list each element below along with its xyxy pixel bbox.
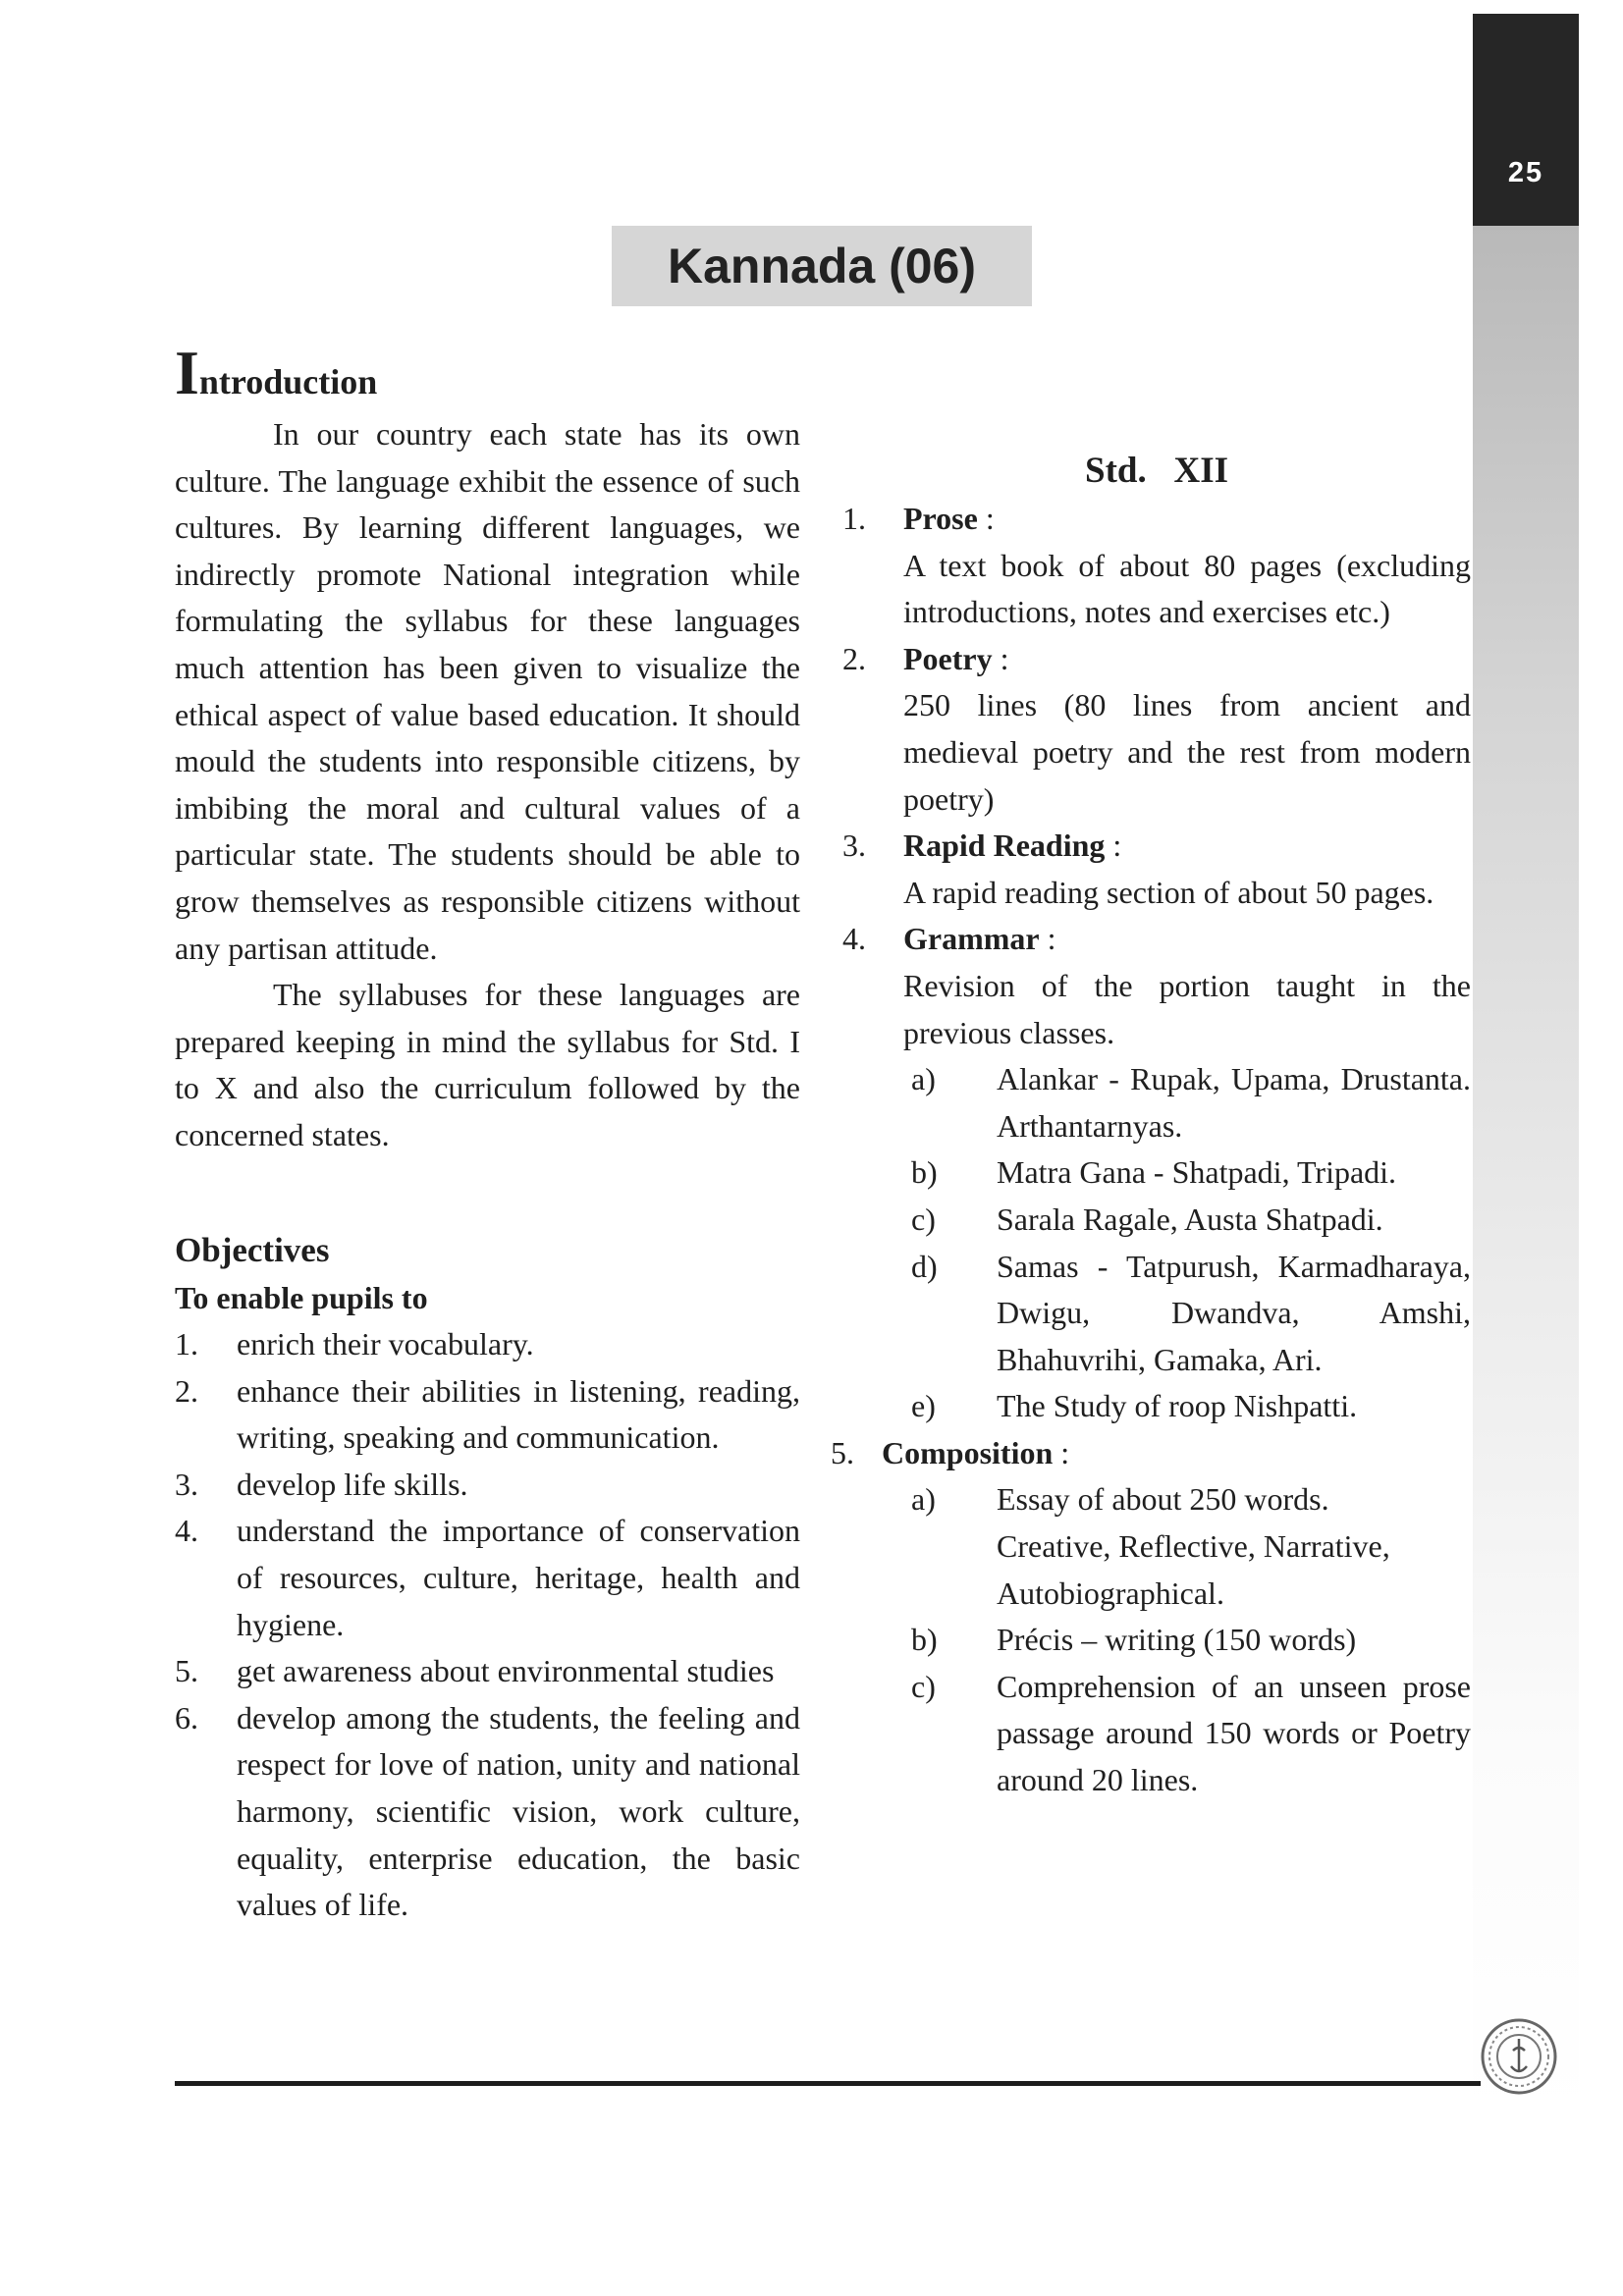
item-text-line2: Creative, Reflective, Narrative, Autobiographical.: [997, 1528, 1390, 1611]
list-item: [903, 1056, 1471, 1149]
title-box: [612, 226, 1032, 306]
section-desc: Revision of the portion taught in the previous classes.: [903, 967, 1471, 1050]
item-letter: a): [911, 1481, 936, 1518]
section-number: 3.: [842, 828, 866, 864]
section-colon: :: [992, 640, 1009, 676]
section-number: 2.: [842, 640, 866, 676]
emblem-icon: [1480, 2017, 1558, 2096]
section-title: Prose: [903, 501, 978, 536]
list-item: [175, 1508, 800, 1648]
section-title: Grammar: [903, 921, 1040, 957]
item-text: The Study of roop Nishpatti.: [997, 1388, 1358, 1424]
item-letter: e): [911, 1388, 936, 1424]
item-text: Comprehension of an unseen prose passage around 150 words or Poetry around 20 lines.: [997, 1668, 1471, 1798]
section-desc: A rapid reading section of about 50 pages.: [903, 874, 1434, 910]
section-composition: [831, 1430, 1471, 1477]
item-text: get awareness about environmental studies: [237, 1653, 775, 1689]
item-letter: b): [911, 1622, 938, 1658]
section-colon: :: [1105, 828, 1122, 864]
section-title: Rapid Reading: [903, 828, 1106, 864]
item-number: 6.: [175, 1699, 198, 1735]
section-number: 4.: [842, 921, 866, 957]
list-item: [903, 1383, 1471, 1430]
item-number: 4.: [175, 1513, 198, 1549]
page-title: Kannada (06): [668, 239, 976, 294]
std-heading: Std. XII: [1085, 451, 1228, 491]
section-colon: :: [1039, 921, 1056, 957]
item-letter: d): [911, 1248, 938, 1284]
item-letter: c): [911, 1201, 936, 1237]
section-colon: :: [1053, 1434, 1070, 1470]
section-grammar: [842, 916, 1471, 963]
page-tab: [1473, 14, 1579, 226]
section-prose: [842, 496, 1471, 543]
page-number: 25: [1507, 157, 1544, 188]
item-text: Précis – writing (150 words): [997, 1622, 1357, 1658]
item-number: 2.: [175, 1372, 198, 1409]
section-poetry: [842, 636, 1471, 683]
list-item: [175, 1648, 800, 1695]
intro-paragraph-1: In our country each state has its own culture. The language exhibit the essence of such cultures. By learning different languages, we indirectly promote National integration while formulating the syllabus for these languages much attention has been given to visualize the ethical aspect of value based education. It should mould the students into responsible citizens, by imbibing the moral and cultural values of a particular state. The students should be able to grow themselves as responsible citizens without any partisan attitude.: [175, 416, 800, 966]
section-colon: :: [977, 501, 995, 536]
item-letter: a): [911, 1061, 936, 1097]
item-text: Essay of about 250 words.: [997, 1481, 1329, 1518]
list-item: [903, 1664, 1471, 1804]
item-text: enhance their abilities in listening, reading, writing, speaking and communication.: [237, 1372, 800, 1456]
left-column: [175, 338, 800, 1929]
list-item: [175, 1368, 800, 1462]
item-text: enrich their vocabulary.: [237, 1326, 534, 1362]
item-number: 3.: [175, 1466, 198, 1502]
item-text: understand the importance of conservation of resources, culture, heritage, health and hygiene.: [237, 1513, 800, 1642]
list-item: [903, 1149, 1471, 1197]
objectives-list: [175, 1321, 800, 1929]
list-item: [903, 1617, 1471, 1664]
drop-cap: I: [175, 338, 199, 407]
item-text: Alankar - Rupak, Upama, Drustanta. Arthantarnyas.: [997, 1061, 1471, 1144]
intro-paragraph-2: The syllabuses for these languages are prepared keeping in mind the syllabus for Std. I to X and also the curriculum followed by the concerned states.: [175, 977, 800, 1152]
section-number: 5.: [831, 1434, 854, 1470]
list-item: [175, 1695, 800, 1929]
objectives-heading: Objectives: [175, 1230, 330, 1269]
list-item: [903, 1476, 1471, 1617]
item-text: develop life skills.: [237, 1466, 468, 1502]
item-number: 1.: [175, 1326, 198, 1362]
item-number: 5.: [175, 1653, 198, 1689]
section-desc: 250 lines (80 lines from ancient and medieval poetry and the rest from modern poetry): [903, 687, 1471, 817]
page-tab-gradient: [1473, 226, 1579, 2120]
item-text: Sarala Ragale, Austa Shatpadi.: [997, 1201, 1383, 1237]
list-item: [175, 1321, 800, 1368]
section-title: Poetry: [903, 640, 993, 676]
introduction-heading: [175, 338, 800, 411]
introduction-heading-rest: ntroduction: [198, 362, 378, 401]
section-rapid-reading: [842, 823, 1471, 870]
item-letter: b): [911, 1154, 938, 1191]
section-title: Composition: [882, 1434, 1054, 1470]
item-letter: c): [911, 1668, 936, 1704]
objectives-subheading: To enable pupils to: [175, 1279, 428, 1315]
right-column: [831, 447, 1471, 1804]
item-text: Matra Gana - Shatpadi, Tripadi.: [997, 1154, 1397, 1191]
section-number: 1.: [842, 501, 866, 536]
list-item: [903, 1244, 1471, 1384]
list-item: [175, 1462, 800, 1509]
list-item: [903, 1197, 1471, 1244]
item-text: Samas - Tatpurush, Karmadharaya, Dwigu, Dwandva, Amshi, Bhahuvrihi, Gamaka, Ari.: [997, 1248, 1471, 1377]
section-desc: A text book of about 80 pages (excluding introductions, notes and exercises etc.): [903, 547, 1471, 630]
item-text: develop among the students, the feeling and respect for love of nation, unity and national harmony, scientific vision, work culture, equality, enterprise education, the basic values of life.: [237, 1699, 800, 1923]
footer-rule: [175, 2081, 1481, 2086]
